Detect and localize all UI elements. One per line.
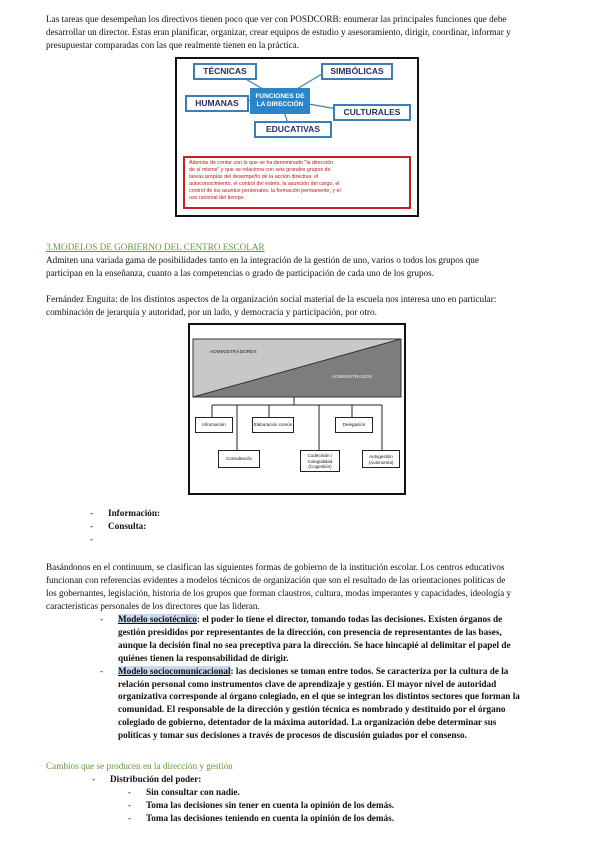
sociocom-first-text: : las decisiones se toman entre todos. Se caracteriza por la cultura de la (230, 665, 509, 676)
sub-item-text: Toma las decisiones sin tener en cuenta la opinión de los demás. (146, 800, 395, 810)
codecision-box (300, 450, 340, 472)
governance-continuum-diagram (188, 323, 406, 495)
list-item (92, 773, 201, 786)
center-line: FUNCIONES DE (255, 93, 305, 100)
sociocom-line: relación personal como instrumentos clave de aprendizaje y gestión. El mayor nivel de autoridad (118, 678, 497, 689)
administradores-label: ADMINISTRADORES (210, 350, 257, 355)
dash: - (128, 813, 132, 823)
fernandez-line: Fernández Enguita: de los distintos aspectos de la organización social material de la escuela nos interesa uno en particular: (46, 294, 497, 304)
sociotecnico-line: aunque la decisión final no sea preceptiva para la dirección. Se hace hincapié al delimitar el papel de (118, 639, 511, 650)
fernandez-line: combinación de jerarquía y autoridad, por un lado, y democracia y participación, por otro. (46, 306, 377, 317)
note-line: de sí mismo" y que se relaciona con seis grandes grupos de (189, 167, 331, 174)
center-line: LA DIRECCIÓN (256, 101, 304, 108)
culturales-box: CULTURALES (333, 104, 411, 121)
sociotecnico-line: gestión presididos por representantes de la dirección, con presencia de representantes de las bases, (118, 626, 502, 637)
sociotecnico-item (100, 613, 568, 665)
dash: - (92, 774, 96, 784)
sub-list-item (128, 812, 394, 825)
models-list (100, 613, 568, 742)
sociotecnico-label: Modelo sociotécnico (118, 614, 197, 624)
administrados-label: ADMINISTRADOS (332, 375, 372, 380)
section3-paragraph (46, 254, 561, 280)
sociocom-line: comunidad. El responsable de la dirección y gestión técnica es nombrado y destituido por el órgano (118, 704, 506, 715)
dash: - (128, 787, 132, 797)
codecision-line: (Cogestión) (308, 464, 332, 469)
note-line: control de los asuntos personales, la formación permanente, y el (189, 188, 341, 195)
sub-list-item (128, 799, 394, 812)
list-item-text: Información: (108, 508, 161, 518)
basandonos-paragraph (46, 561, 561, 613)
section3-line: participan en la enseñanza, cuanto a las competencias o grado de participación de cada uno de los grupos. (46, 267, 435, 278)
note-line: Además de contar con lo que se ha denominado "la dirección (189, 160, 334, 166)
dash: - (90, 534, 94, 544)
autogestion-line: Autogestión (369, 454, 393, 459)
dash: - (90, 521, 94, 531)
basandonos-line: funcionan con referencias evidentes a modelos técnicos de organización que son el resultado de las orientaciones políticas de (46, 574, 506, 585)
sociocom-first-line (118, 665, 568, 678)
section-heading: 3.MODELOS DE GOBIERNO DEL CENTRO ESCOLAR (46, 242, 265, 252)
list-item-text: Consulta: (108, 521, 147, 531)
sociocom-line: organizativa corresponde al órgano colegiado, en el que se integran los distintos sectores que forman la (118, 691, 520, 702)
consultacion-box: Consultación (218, 450, 260, 468)
note-line: uso racional del tiempo. (189, 195, 245, 202)
fernandez-paragraph (46, 293, 561, 319)
dash: - (128, 800, 132, 810)
sociotecnico-line: quiénes tienen la responsabilidad de dirigir. (118, 652, 289, 663)
intro-line: presupuestar comparadas con las que realmente tienen en la práctica. (46, 39, 300, 50)
cambios-heading: Cambios que se producen en la dirección y gestión (46, 761, 233, 771)
dash: - (90, 508, 94, 518)
basandonos-line: características personales de los directores que las lideran. (46, 600, 260, 611)
basandonos-line: los gobernantes, legislación, historia de los grupos que forman claustros, cultura, modas imperantes y capacidades, ideología y (46, 587, 512, 598)
autogestion-line: (Autonomía) (368, 459, 394, 465)
elaboracion-box: Elaboración común (252, 417, 294, 433)
delegacion-box: Delegación (335, 417, 373, 433)
direction-note-box (183, 156, 411, 209)
note-line: tareas propias del desempeño de la acción directiva: el (189, 174, 319, 181)
sociocomunicacional-item (100, 665, 568, 742)
functions-diagram (175, 57, 419, 217)
intro-line: desarrollar un director. Estas eran planificar, organizar, crear equipos de estudio y asesoramiento, dirigir, coordinar, informar y (46, 26, 511, 37)
sociocom-line: políticas y tomar sus decisiones a través de procesos de discusión guiados por el consenso. (118, 730, 467, 741)
tecnicas-box: TÉCNICAS (193, 63, 257, 80)
codecision-line: Codecisión / (307, 453, 333, 458)
intro-line: Las tareas que desempeñan los directivos tienen poco que ver con POSDCORB: enumerar las principales funciones que debe (46, 14, 507, 24)
funciones-center-box (250, 88, 310, 114)
dash: - (100, 665, 104, 676)
sociocom-line: colegiado de gobierno, detentador de la máxima autoridad. La organización debe determinar sus (118, 717, 497, 728)
note-line: autoconocimiento, el control del estrés, la asunción del cargo, el (189, 181, 340, 188)
sociotecnico-first-line (118, 613, 568, 626)
sub-item-text: Sin consultar con nadie. (146, 787, 240, 797)
informacion-box: Información (195, 417, 233, 433)
humanas-box: HUMANAS (185, 95, 249, 112)
basandonos-line: Basándonos en el continuum, se clasifican las siguientes formas de gobierno de la institución escolar. Los centros educativos (46, 562, 505, 572)
codecision-line: Colegialidad (307, 458, 333, 464)
sub-list-item (128, 786, 240, 799)
autogestion-box (362, 450, 400, 468)
distribucion-label: Distribución del poder: (110, 774, 202, 784)
simbolicas-box: SIMBÓLICAS (321, 63, 393, 80)
sub-item-text: Toma las decisiones teniendo en cuenta la opinión de los demás. (146, 813, 395, 823)
sociotecnico-first-text: : el poder lo tiene el director, tomando todas las decisiones. Existen órganos de (196, 614, 503, 624)
intro-paragraph (46, 13, 561, 52)
list-item (90, 520, 146, 533)
section3-line: Admiten una variada gama de posibilidades tanto en la integración de la gestión de uno, varios o todos los grupos que (46, 255, 479, 265)
educativas-box: EDUCATIVAS (254, 121, 332, 138)
sociocom-label: Modelo sociocomunicacional (118, 665, 231, 676)
dash: - (100, 614, 104, 624)
list-item (90, 533, 108, 546)
list-item (90, 507, 160, 520)
